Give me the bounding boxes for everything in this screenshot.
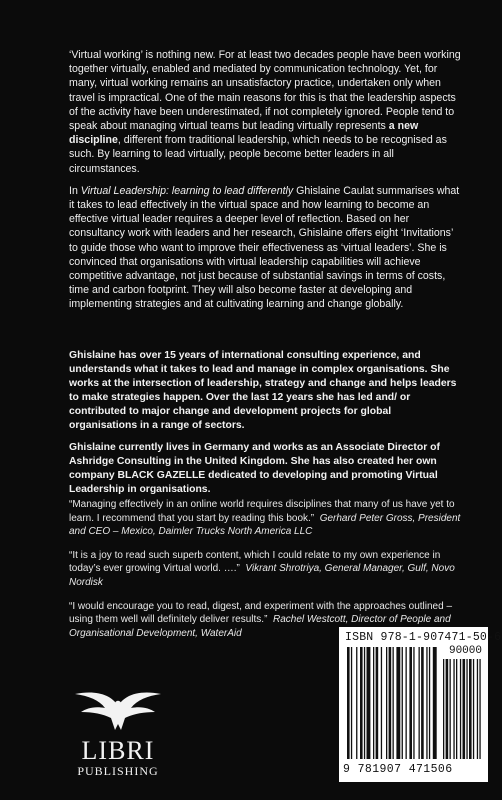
quote-text: “It is a joy to read such superb content, which I could relate to my own experience in today’s ever growing Virtual world. ….” <box>69 549 441 575</box>
publisher-subname: PUBLISHING <box>77 764 159 778</box>
endorsement-quote <box>69 498 461 539</box>
ean-digits: 9 781907 471506 <box>343 763 453 776</box>
blurb-text: , different from traditional leadership, which needs to be recognised as such. By learning to lead virtually, people become better leaders in all circumstances. <box>69 134 447 175</box>
blurb-text: ‘Virtual working’ is nothing new. For at least two decades people have been working together virtually, enabled and mediated by communication technology. Yet, for many, virtual working remains an unsatisfactory practice, undertaken only when travel is impractical. One of the main reasons for this is that the leadership aspects of the activity have been underestimated, if not completely ignored. People tend to speak about managing virtual teams but leading virtually represents <box>69 49 461 133</box>
author-bio <box>69 349 461 505</box>
quote-text: “I would encourage you to read, digest, and experiment with the approaches outlined – using them well will definitely deliver results.” <box>69 600 453 626</box>
blurb-text: In <box>69 184 81 197</box>
quote-attribution: Rachel Westcott, Director of People and Organisational Development, WaterAid <box>69 614 451 639</box>
blurb-paragraph-2 <box>69 184 461 312</box>
price-code: 90000 <box>448 645 482 657</box>
book-title-italic: Virtual Leadership: learning to lead differently <box>80 184 294 197</box>
author-bio-paragraph-1: Ghislaine has over 15 years of international consulting experience, and understands what it takes to lead and manage in complex organisations. She works at the intersection of leadership, strategy and change and helps leaders to make strategies happen. Over the last 12 years she has led and/ or contributed to major change and development projects for global organisations in a range of sectors. <box>69 350 457 431</box>
barcode-bars <box>345 647 482 763</box>
publisher-logo <box>58 684 178 784</box>
quote-attribution: Gerhard Peter Gross, President and CEO – Mexico, Daimler Trucks North America LLC <box>69 512 461 538</box>
blurb-text: Ghislaine Caulat summarises what it takes to lead effectively in the virtual space and how learning to become an effective virtual leader requires a deeper level of reflection. Based on her consultancy work with leaders and her research, Ghislaine offers eight ‘Invitations’ to guide those who want to improve their effectiveness as ‘virtual leaders’. She is convinced that organisations with virtual leadership capabilities will achieve competitive advantage, not just because of substantial savings in terms of costs, time and carbon footprint. They will also become faster at developing and implementing strategies and at cultivating learning and change globally. <box>69 184 460 311</box>
publisher-name: LIBRI <box>81 736 155 765</box>
blurb <box>69 48 461 320</box>
blurb-emphasis: a new discipline <box>69 120 419 147</box>
author-bio-paragraph-2: Ghislaine currently lives in Germany and works as an Associate Director of Ashridge Consulting in the United Kingdom. She has also created her own company BLACK GAZELLE dedicated to developing and promoting Virtual Leadership in organisations. <box>69 442 440 495</box>
isbn-number: ISBN 978-1-907471-50-6 <box>345 631 502 644</box>
blurb-paragraph-1 <box>69 48 461 176</box>
quote-text: “Managing effectively in an online world requires disciplines that many of us have yet to learn. I recommend that you start by reading this book.” <box>69 499 455 524</box>
quote-attribution: Vikrant Shrotriya, General Manager, Gulf, Novo Nordisk <box>69 563 455 588</box>
eagle-icon <box>73 684 163 736</box>
isbn-barcode <box>339 627 502 782</box>
endorsement-quote <box>69 549 461 590</box>
